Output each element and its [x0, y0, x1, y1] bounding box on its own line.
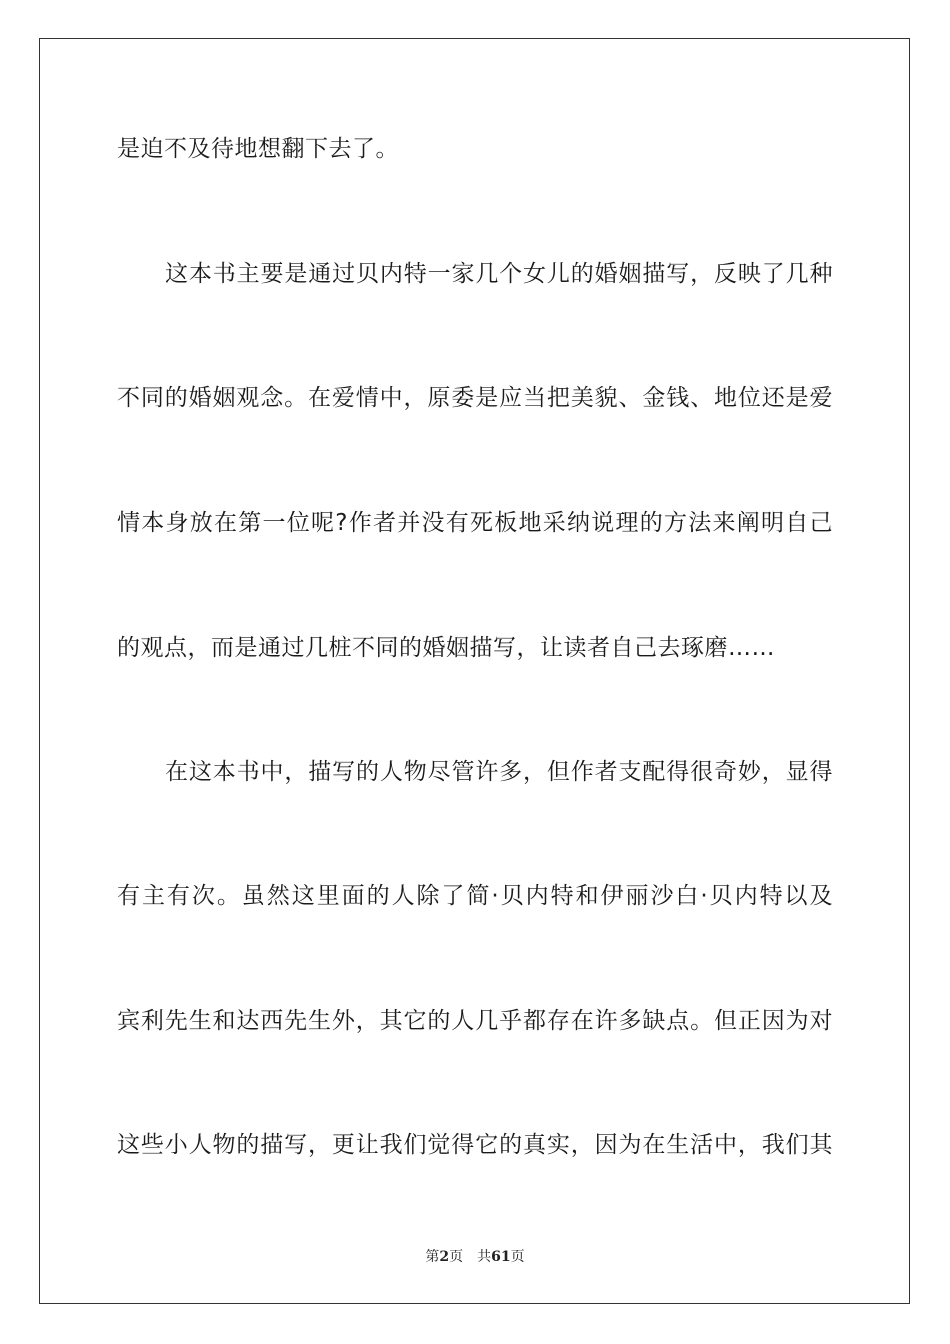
page-prefix: 第 [425, 1249, 440, 1265]
paragraph-line: 是迫不及待地想翻下去了。 [117, 136, 399, 162]
paragraph-line: 在这本书中，描写的人物尽管许多，但作者支配得很奇妙，显得 [165, 759, 833, 785]
total-prefix: 共 [477, 1249, 492, 1265]
total-suffix: 页 [510, 1249, 525, 1265]
paragraph-line: 宾利先生和达西先生外，其它的人几乎都存在许多缺点。但正因为对 [117, 1008, 833, 1034]
paragraph-line: 这些小人物的描写，更让我们觉得它的真实，因为在生活中，我们其 [117, 1132, 833, 1158]
page-border [39, 38, 910, 1304]
page-footer [0, 1248, 950, 1266]
paragraph-line: 的观点，而是通过几桩不同的婚姻描写，让读者自己去琢磨…… [117, 635, 775, 661]
page-suffix: 页 [449, 1249, 464, 1265]
page-number: 2 [439, 1249, 450, 1265]
paragraph-line: 情本身放在第一位呢?作者并没有死板地采纳说理的方法来阐明自己 [117, 510, 833, 536]
paragraph-line: 有主有次。虽然这里面的人除了简·贝内特和伊丽沙白·贝内特以及 [117, 883, 833, 909]
paragraph-line: 这本书主要是通过贝内特一家几个女儿的婚姻描写，反映了几种 [165, 261, 833, 287]
paragraph-line: 不同的婚姻观念。在爱情中，原委是应当把美貌、金钱、地位还是爱 [117, 385, 833, 411]
total-pages: 61 [491, 1249, 511, 1265]
